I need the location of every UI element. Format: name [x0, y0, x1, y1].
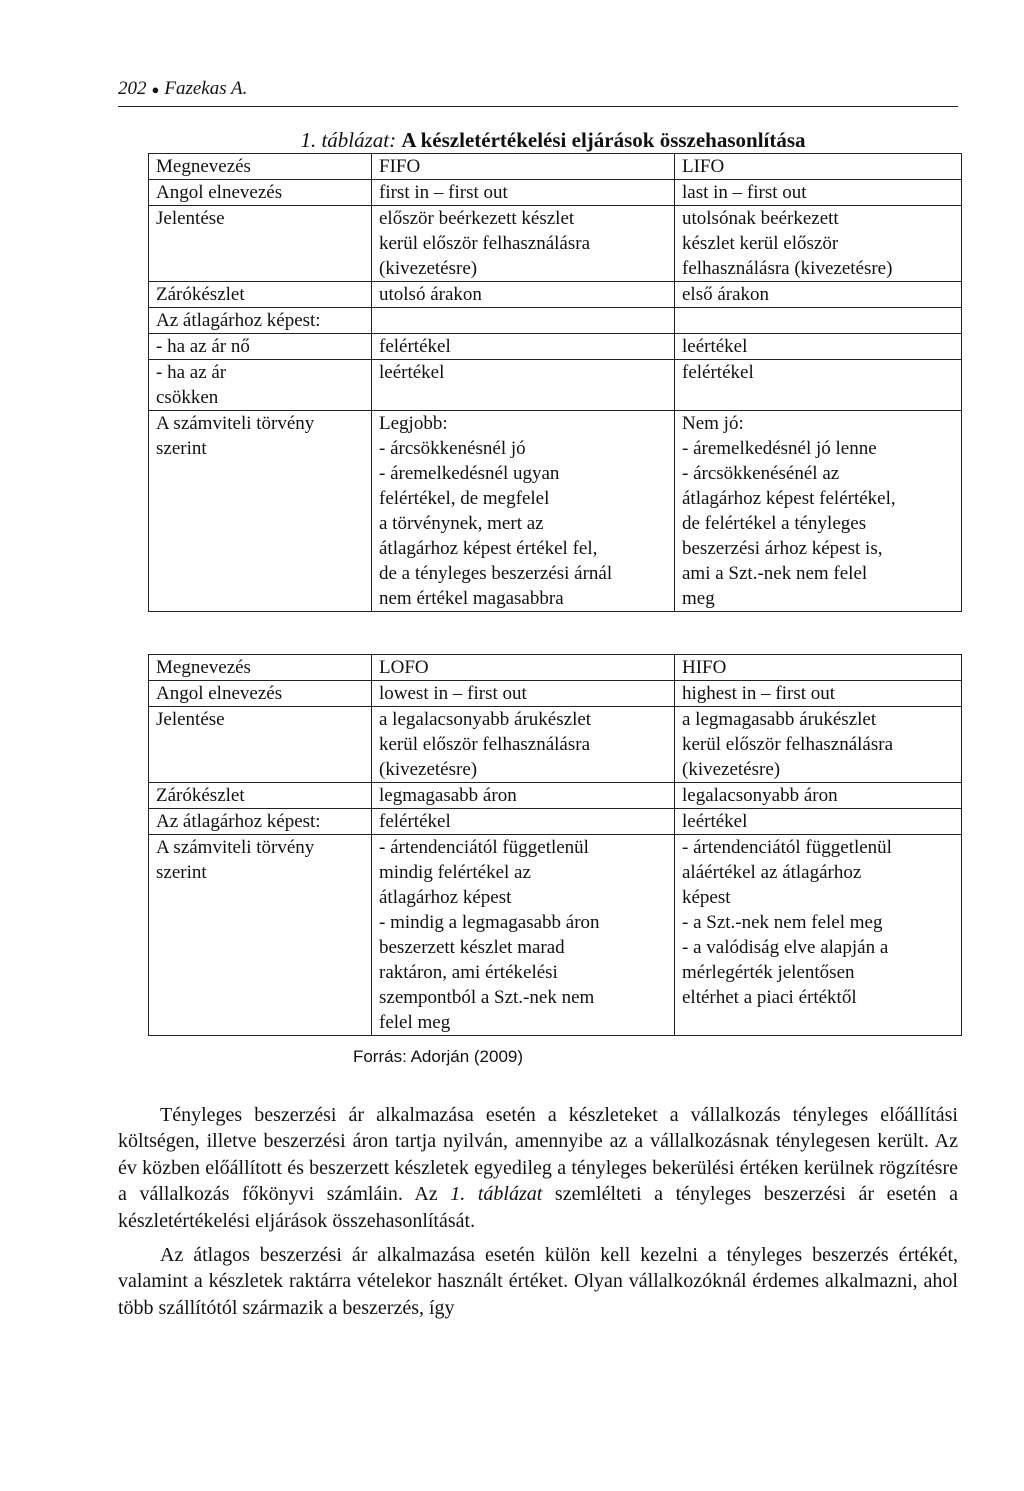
table-cell: last in – first out: [675, 180, 962, 206]
comparison-table-fifo-lifo: [148, 153, 962, 612]
table-row: [149, 180, 962, 206]
table-cell: first in – first out: [372, 180, 675, 206]
table-cell: első árakon: [675, 282, 962, 308]
table-cell: Angol elnevezés: [149, 681, 372, 707]
table-cell: LIFO: [675, 154, 962, 180]
table-cell: legalacsonyabb áron: [675, 783, 962, 809]
page-header: [118, 78, 958, 107]
table-row: [149, 308, 962, 334]
table-row: [149, 206, 962, 282]
table-cell: Zárókészlet: [149, 282, 372, 308]
table-cell: LOFO: [372, 655, 675, 681]
table-cell: leértékel: [675, 809, 962, 835]
body-text: [118, 1102, 958, 1321]
comparison-table-lofo-hifo: [148, 654, 962, 1036]
paragraph: [118, 1102, 958, 1234]
table-cell: felértékel: [372, 334, 675, 360]
table-row: [149, 681, 962, 707]
table-row: [149, 655, 962, 681]
table-cell: Jelentése: [149, 707, 372, 783]
paragraph-text: Tényleges beszerzési ár alkalmazása esetén a készleteket a vállalkozás tényleges előállítási költségen, illetve beszerzési áron tartja nyilván, amennyibe az a vállalkozásnak ténylegesen került. Az év közben előállított és beszerzett készletek egyedileg a tényleges bekerülési értéken kerülnek rögzítésre a vállalkozás főkönyvi számláin. Az: [118, 1104, 958, 1206]
table-cell: Nem jó: - áremelkedésnél jó lenne - árcsökkenésénél az átlagárhoz képest felértékel, de felértékel a tényleges beszerzési árhoz képest is, ami a Szt.-nek nem felel meg: [675, 411, 962, 612]
table-cell: lowest in – first out: [372, 681, 675, 707]
table-cell: leértékel: [675, 334, 962, 360]
table-cell: A számviteli törvény szerint: [149, 835, 372, 1036]
table-cell: felértékel: [675, 360, 962, 411]
table-cell: Az átlagárhoz képest:: [149, 809, 372, 835]
table-source: Forrás: Adorján (2009): [352, 1047, 524, 1066]
table-cell: A számviteli törvény szerint: [149, 411, 372, 612]
table-cell: HIFO: [675, 655, 962, 681]
table-cell: először beérkezett készlet kerül először felhasználásra (kivezetésre): [372, 206, 675, 282]
table-cell: a legalacsonyabb árukészlet kerül először felhasználásra (kivezetésre): [372, 707, 675, 783]
table-row: [149, 334, 962, 360]
table-cell: a legmagasabb árukészlet kerül először felhasználásra (kivezetésre): [675, 707, 962, 783]
table-row: [149, 809, 962, 835]
table-cell: - ártendenciától függetlenül aláértékel az átlagárhoz képest - a Szt.-nek nem felel meg - a valódiság elve alapján a mérlegérték jelentősen eltérhet a piaci értéktől: [675, 835, 962, 1036]
paragraph-text: szemlélteti a tényleges beszerzési ár esetén a készletértékelési eljárások összehasonlítását.: [118, 1183, 959, 1232]
table-cell: Angol elnevezés: [149, 180, 372, 206]
table-row: [149, 783, 962, 809]
table-reference: 1. táblázat: [450, 1183, 543, 1206]
table-cell: Legjobb: - árcsökkenésnél jó - áremelkedésnél ugyan felértékel, de megfelel a törvénynek, mert az átlagárhoz képest értékel fel, de a tényleges beszerzési árnál nem értékel magasabbra: [372, 411, 675, 612]
table-label: 1. táblázat:: [300, 128, 397, 152]
table-row: [149, 282, 962, 308]
table-caption: [148, 128, 958, 153]
table-cell: Megnevezés: [149, 655, 372, 681]
table-cell: leértékel: [372, 360, 675, 411]
table-cell: - ártendenciától függetlenül mindig felértékel az átlagárhoz képest - mindig a legmagasabb áron beszerzett készlet marad raktáron, ami értékelési szempontból a Szt.-nek nem felel meg: [372, 835, 675, 1036]
table-cell: Jelentése: [149, 206, 372, 282]
table-cell: utolsónak beérkezett készlet kerül először felhasználásra (kivezetésre): [675, 206, 962, 282]
table-cell: highest in – first out: [675, 681, 962, 707]
bullet-icon: ●: [151, 81, 160, 97]
author-name: Fazekas A.: [164, 78, 248, 99]
table-cell: utolsó árakon: [372, 282, 675, 308]
table-row: [149, 411, 962, 612]
table-row: [149, 835, 962, 1036]
table-cell: - ha az ár csökken: [149, 360, 372, 411]
paragraph: Az átlagos beszerzési ár alkalmazása esetén külön kell kezelni a tényleges beszerzés értékét, valamint a készletek raktárra vételekor használt értéket. Olyan vállalkozóknál érdemes alkalmazni, ahol több szállítótól származik a beszerzés, így: [118, 1244, 958, 1319]
table-cell: [372, 308, 675, 334]
table-cell: Az átlagárhoz képest:: [149, 308, 372, 334]
table-title: A készletértékelési eljárások összehasonlítása: [401, 128, 806, 152]
table-cell: felértékel: [372, 809, 675, 835]
table-cell: FIFO: [372, 154, 675, 180]
table-row: [149, 154, 962, 180]
table-cell: legmagasabb áron: [372, 783, 675, 809]
page-number: 202: [118, 78, 147, 99]
table-row: [149, 360, 962, 411]
table-cell: [675, 308, 962, 334]
table-cell: Megnevezés: [149, 154, 372, 180]
table-row: [149, 707, 962, 783]
table-cell: Zárókészlet: [149, 783, 372, 809]
table-cell: - ha az ár nő: [149, 334, 372, 360]
